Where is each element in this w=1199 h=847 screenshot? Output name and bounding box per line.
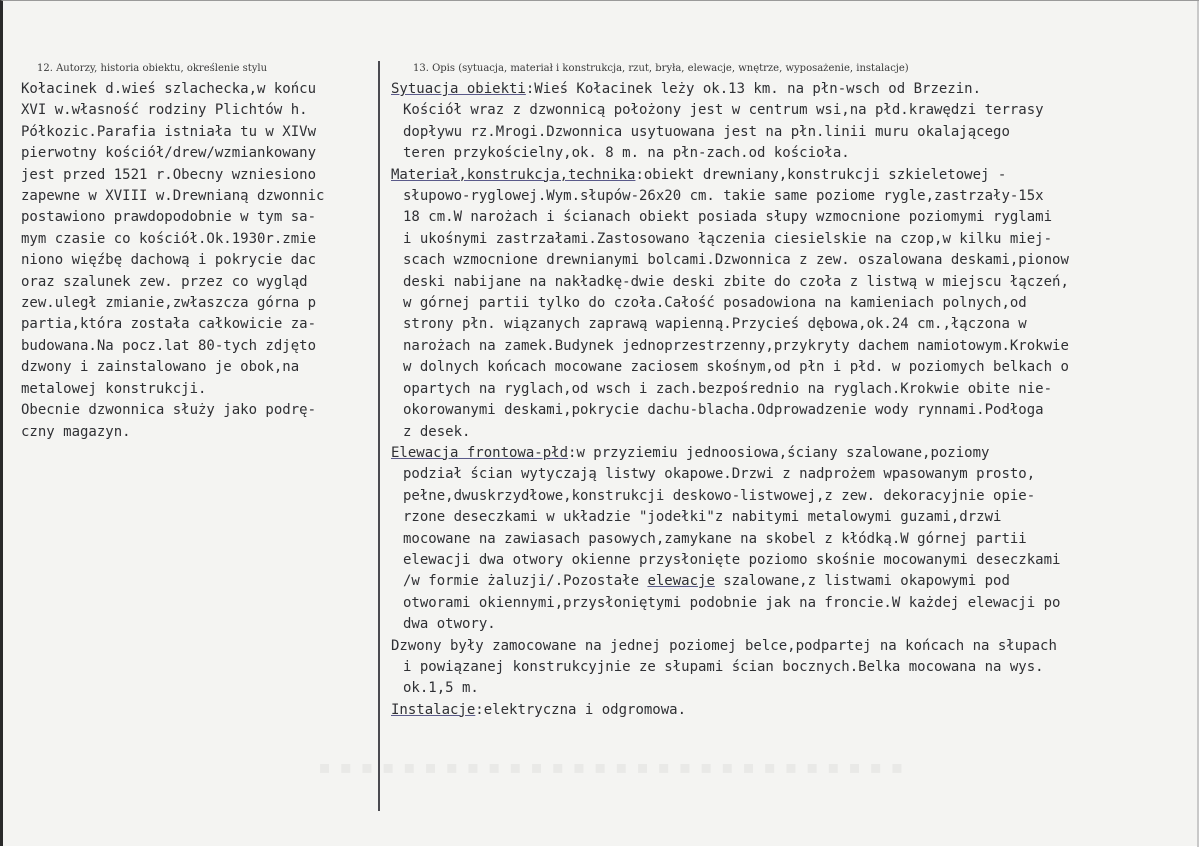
show-through-background: ▪▪▪▪▪▪▪▪▪▪▪▪▪▪▪▪▪▪▪▪▪▪▪▪▪▪▪▪	[309, 757, 903, 778]
section-13-header: 13. Opis (sytuacja, materiał i konstrukcja, rzut, bryła, elewacje, wnętrze, wyposażenie, instalacje)	[413, 63, 909, 74]
text-line: elewacji dwa otwory okienne przysłonięte poziomo skośnie mocowanymi deseczkami	[403, 551, 1061, 568]
text-line: okorowanymi deskami,pokrycie dachu-blacha.Odprowadzenie wody rynnami.Podłoga	[403, 402, 1044, 419]
text-line: pełne,dwuskrzydłowe,konstrukcji deskowo-listwowej,z zew. dekoracyjnie opie-	[403, 487, 1036, 504]
text-line: budowana.Na pocz.lat 80-tych zdjęto	[21, 337, 317, 354]
text-line: Instalacje:elektryczna i odgromowa.	[391, 701, 687, 718]
text-line: Kołacinek d.wieś szlachecka,w końcu	[21, 81, 317, 97]
subheading-installations: Instalacje	[391, 701, 476, 718]
text-line: niono więźbę dachową i pokrycie dac	[21, 252, 317, 269]
text-line: dwa otwory.	[403, 616, 496, 633]
text-line: Materiał,konstrukcja,technika:obiekt drewniany,konstrukcji szkieletowej -	[391, 166, 1007, 183]
text-line: dopływu rz.Mrogi.Dzwonnica usytuowana jest na płn.linii muru okalającego	[403, 123, 1010, 140]
description-text	[391, 79, 1197, 721]
text-line: w dolnych końcach mocowane zaciosem skośnym,od płn i płd. w poziomych belkach o	[403, 359, 1069, 376]
subheading-situation: Sytuacja obiekti	[391, 81, 526, 97]
text-line: oraz szalunek zew. przez co wygląd	[21, 273, 308, 290]
text-line: Dzwony były zamocowane na jednej poziomej belce,podpartej na końcach na słupach	[391, 637, 1057, 654]
text-line: ok.1,5 m.	[403, 680, 479, 697]
text-line: narożach na zamek.Budynek jednoprzestrzenny,przykryty dachem namiotowym.Krokwie	[403, 337, 1069, 354]
text-line: i powiązanej konstrukcyjnie ze słupami ścian bocznych.Belka mocowana na wys.	[403, 658, 1044, 675]
text-line: jest przed 1521 r.Obecny wzniesiono	[21, 166, 317, 183]
subheading-material: Materiał,konstrukcja,technika	[391, 166, 636, 183]
text-line: metalowej konstrukcji.	[21, 380, 207, 397]
text-line: podział ścian wytyczają listwy okapowe.Drzwi z nadprożem wpasowanym prosto,	[403, 466, 1036, 483]
text-line: teren przykościelny,ok. 8 m. na płn-zach.od kościoła.	[403, 145, 850, 162]
text-line: zew.uległ zmianie,zwłaszcza górna p	[21, 295, 317, 312]
text-line: czny magazyn.	[21, 423, 131, 440]
subheading-front-elevation: Elewacja frontowa-płd	[391, 444, 569, 461]
text-line: otworami okiennymi,przysłoniętymi podobnie jak na froncie.W każdej elewacji po	[403, 594, 1061, 611]
text-line: słupowo-ryglowej.Wym.słupów-26x20 cm. takie same poziome rygle,zastrzały-15x	[403, 188, 1044, 205]
text-line: XVI w.własność rodziny Plichtów h.	[21, 102, 308, 119]
text-line: opartych na ryglach,od wsch i zach.bezpośrednio na ryglach.Krokwie obite nie-	[403, 380, 1053, 397]
text-line: 18 cm.W narożach i ścianach obiekt posiada słupy wzmocnione poziomymi ryglami	[403, 209, 1053, 226]
text-line: /w formie żaluzji/.Pozostałe elewacje szalowane,z listwami okapowymi pod	[403, 573, 1010, 590]
text-line: partia,która została całkowicie za-	[21, 316, 317, 333]
text-line: Półkozic.Parafia istniała tu w XIVw	[21, 123, 317, 140]
text-line: strony płn. wiązanych zaprawą wapienną.Przycieś dębowa,ok.24 cm.,łączona w	[403, 316, 1027, 333]
text-line: Kościół wraz z dzwonnicą położony jest w centrum wsi,na płd.krawędzi terrasy	[403, 102, 1044, 119]
text-line: w górnej partii tylko do czoła.Całość posadowiona na kamieniach polnych,od	[403, 295, 1027, 312]
history-text	[21, 79, 379, 443]
section-12-header: 12. Autorzy, historia obiektu, określenie stylu	[37, 63, 268, 74]
text-line: postawiono prawdopodobnie w tym sa-	[21, 209, 317, 226]
text-line: scach wzmocnione drewnianymi bolcami.Dzwonnica z zew. oszalowana deskami,pionow	[403, 252, 1069, 269]
text-line: Elewacja frontowa-płd:w przyziemiu jednoosiowa,ściany szalowane,poziomy	[391, 444, 990, 461]
text-line: zapewne w XVIII w.Drewnianą dzwonnic	[21, 188, 325, 205]
text-line: Sytuacja obiekti:Wieś Kołacinek leży ok.13 km. na płn-wsch od Brzezin.	[391, 81, 982, 97]
text-line: dzwony i zainstalowano je obok,na	[21, 359, 300, 376]
text-line: i ukośnymi zastrzałami.Zastosowano łączenia ciesielskie na czop,w kilku miej-	[403, 230, 1053, 247]
text-line: mym czasie co kościół.Ok.1930r.zmie	[21, 230, 317, 247]
text-line: z desek.	[403, 423, 471, 440]
text-line: mocowane na zawiasach pasowych,zamykane na skobel z kłódką.W górnej partii	[403, 530, 1027, 547]
text-line: rzone deseczkami w układzie "jodełki"z nabitymi metalowymi guzami,drzwi	[403, 509, 1002, 526]
text-line: deski nabijane na nakładkę-dwie deski zbite do czoła z listwą w miejscu łączeń,	[403, 273, 1069, 290]
text-line: Obecnie dzwonnica służy jako podrę-	[21, 402, 317, 419]
text-line: pierwotny kościół/drew/wzmiankowany	[21, 145, 317, 162]
subheading-elevations: elewacje	[647, 573, 715, 590]
